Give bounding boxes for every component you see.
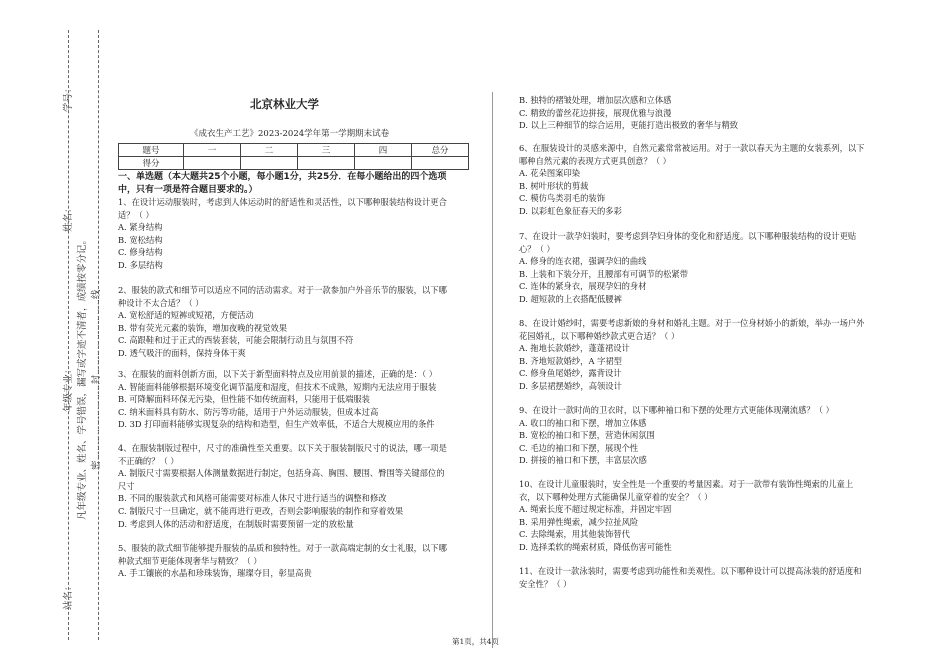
question-text: 11、在设计一款泳装时，需要考虑到功能性和美观性。以下哪种设计可以提高泳装的舒适度和安全性？（ ） xyxy=(519,566,862,589)
score-table-header-row xyxy=(119,144,469,157)
option: C. 修身鱼尾婚纱，露背设计 xyxy=(519,368,622,379)
option: C. 去除绳索，用其他装饰替代 xyxy=(519,529,630,540)
option: C. 高跟鞋和过于正式的西装套装，可能会限制行动且与氛围不符 xyxy=(118,335,354,346)
option: C. 精致的蕾丝花边拼接，展现优雅与浪漫 xyxy=(519,107,672,118)
option: C. 纳米面料具有防水、防污等功能，适用于户外运动服装，但成本过高 xyxy=(118,406,379,417)
score-cell xyxy=(412,157,469,170)
score-row-label: 得分 xyxy=(119,157,184,170)
option: B. 齐地短款婚纱，A 字裙型 xyxy=(519,355,622,366)
question-text: 8、在设计婚纱时，需要考虑新娘的身材和婚礼主题。对于一位身材娇小的新娘，举办一场户外花园婚礼，以下哪种婚纱款式更合适？（ ） xyxy=(519,318,865,341)
binding-margin xyxy=(0,0,112,672)
option: D. 多层裙摆婚纱，高领设计 xyxy=(519,380,622,391)
option: A. 绳索长度不超过规定标准，并固定牢固 xyxy=(519,504,672,515)
student-id-label: 学号： xyxy=(63,83,74,112)
question-text: 5、服装的款式细节能够提升服装的品质和独特性。对于一款高端定制的女士礼服，以下哪种款式细节更能体现奢华与精致？（ ） xyxy=(118,543,447,566)
binding-line-inner xyxy=(98,30,99,640)
question-block xyxy=(519,404,869,467)
option: D. 超短款的上衣搭配低腰裤 xyxy=(519,293,622,304)
binding-line-outer xyxy=(68,30,69,640)
question-text: 4、在服装制版过程中，尺寸的准确性至关重要。以下关于服装制版尺寸的说法，哪一项是不正确的？（ ） xyxy=(118,443,447,466)
option: A. 紧身结构 xyxy=(118,222,163,233)
question-text: 10、在设计儿童服装时，安全性是一个重要的考量因素。对于一款带有装饰性绳索的儿童上衣，以下哪种处理方式能确保儿童穿着的安全？（ ） xyxy=(519,479,854,502)
seal-line-text: 密……………………封……………………线 xyxy=(91,289,102,470)
option: A. 制版尺寸需要根据人体测量数据进行制定，包括身高、胸围、腰围、臀围等关键部位的尺寸 xyxy=(118,468,445,491)
column-divider xyxy=(492,92,493,648)
option: C. 毛边的袖口和下摆，展现个性 xyxy=(519,442,639,453)
question-block xyxy=(118,442,448,530)
option: D. 以上三种细节的综合运用，更能打造出极致的奢华与精致 xyxy=(519,120,739,131)
university-title: 北京林业大学 xyxy=(250,97,319,111)
option: B. 带有荧光元素的装饰，增加夜晚的视觉效果 xyxy=(118,322,288,333)
exam-title: 《成衣生产工艺》2023-2024学年第一学期期末试卷 xyxy=(190,129,390,139)
option: B. 可降解面料环保无污染，但性能不如传统面料，只能用于低端服装 xyxy=(118,394,370,405)
binding-warning: 凡年级专业、姓名、学号错误，漏写或字迹不清者，成绩按零分记。 xyxy=(77,234,88,520)
option: C. 制版尺寸一旦确定，就不能再进行更改，否则会影响服装的制作和穿着效果 xyxy=(118,505,404,516)
school-label: 站名： xyxy=(63,581,74,610)
question-block xyxy=(118,368,448,431)
option: A. 花朵图案印染 xyxy=(519,168,581,179)
option: D. 选择柔软的绳索材质，降低伤害可能性 xyxy=(519,541,672,552)
option: B. 采用弹性绳索，减少拉扯风险 xyxy=(519,516,639,527)
question-text: 3、在服装的面料创新方面，以下关于新型面料特点及应用前景的描述，正确的是：（ ） xyxy=(118,369,438,379)
question-text: 7、在设计一款孕妇装时，要考虑到孕妇身体的变化和舒适度。以下哪种服装结构的设计更贴心？（ ） xyxy=(519,231,857,254)
option: A. 智能面料能够根据环境变化调节温度和湿度，但技术不成熟，短期内无法应用于服装 xyxy=(118,381,437,392)
score-table-header: 四 xyxy=(355,144,412,157)
section-title: 一、单选题（本大题共25个小题，每小题1分，共25分．在每小题给出的四个选项中，只有一项是符合题目要求的。） xyxy=(118,172,447,195)
option: A. 收口的袖口和下摆，增加立体感 xyxy=(519,417,647,428)
option: B. 不同的服装款式和风格可能需要对标准人体尺寸进行适当的调整和修改 xyxy=(118,493,387,504)
question-block xyxy=(118,196,448,272)
option: B. 独特的褶皱处理，增加层次感和立体感 xyxy=(519,95,672,105)
option: B. 树叶形状的剪裁 xyxy=(519,180,589,191)
page-footer: 第1页，共4页 xyxy=(452,637,500,646)
score-cell xyxy=(298,157,355,170)
score-table xyxy=(118,143,469,170)
option: D. 考虑到人体的活动和舒适度，在制版时需要预留一定的放松量 xyxy=(118,518,354,529)
score-table-header: 总分 xyxy=(412,144,469,157)
option: D. 拼接的袖口和下摆，丰富层次感 xyxy=(519,455,647,466)
score-cell xyxy=(184,157,241,170)
score-cell xyxy=(241,157,298,170)
option: D. 透气吸汗的面料，保持身体干爽 xyxy=(118,347,246,358)
option: C. 修身结构 xyxy=(118,247,163,258)
option: D. 以彩虹色象征春天的多彩 xyxy=(519,205,622,216)
option: B. 上装和下装分开，且腰部有可调节的松紧带 xyxy=(519,268,689,279)
score-cell xyxy=(355,157,412,170)
score-table-header: 二 xyxy=(241,144,298,157)
option: B. 宽松的袖口和下摆，营造休闲氛围 xyxy=(519,430,655,441)
question-block xyxy=(519,94,869,132)
name-label: 姓名： xyxy=(63,203,74,232)
option: C. 连体的紧身衣，展现孕妇的身材 xyxy=(519,281,647,292)
option: D. 3D 打印面料能够实现复杂的结构和造型，但生产效率低，不适合大规模应用的条件 xyxy=(118,419,435,430)
question-block xyxy=(118,284,448,360)
question-text: 2、服装的款式和细节可以适应不同的活动需求。对于一款参加户外音乐节的服装，以下哪种设计不太合适？（ ） xyxy=(118,285,447,308)
option: C. 模仿鸟类羽毛的装饰 xyxy=(519,193,605,204)
option: A. 拖地长款婚纱，蓬蓬裙设计 xyxy=(519,343,630,354)
question-text: 9、在设计一款时尚的卫衣时，以下哪种袖口和下摆的处理方式更能体现潮流感？（ ） xyxy=(519,405,834,415)
question-text: 1、在设计运动服装时，考虑到人体运动时的舒适性和灵活性，以下哪种服装结构设计更合适？（ ） xyxy=(118,197,447,220)
question-block xyxy=(519,230,869,306)
question-block xyxy=(118,542,448,580)
option: A. 手工镶嵌的水晶和珍珠装饰，璀璨夺目，彰显高贵 xyxy=(118,568,312,579)
question-block xyxy=(519,317,869,393)
option: B. 宽松结构 xyxy=(118,234,163,245)
score-table-header: 题号 xyxy=(119,144,184,157)
score-table-header: 三 xyxy=(298,144,355,157)
class-label: 年级专业： xyxy=(63,364,74,412)
option: D. 多层结构 xyxy=(118,259,163,270)
question-text: 6、在服装设计的灵感来源中，自然元素常常被运用。对于一款以春天为主题的女装系列，以下哪种自然元素的表现方式更具创意？（ ） xyxy=(519,143,865,166)
score-table-header: 一 xyxy=(184,144,241,157)
question-block xyxy=(519,565,869,590)
option: A. 修身的连衣裙，强调孕妇的曲线 xyxy=(519,256,647,267)
question-block xyxy=(519,478,869,554)
option: A. 宽松舒适的短裤或短裙，方便活动 xyxy=(118,310,254,321)
score-table-score-row xyxy=(119,157,469,170)
question-block xyxy=(519,142,869,218)
